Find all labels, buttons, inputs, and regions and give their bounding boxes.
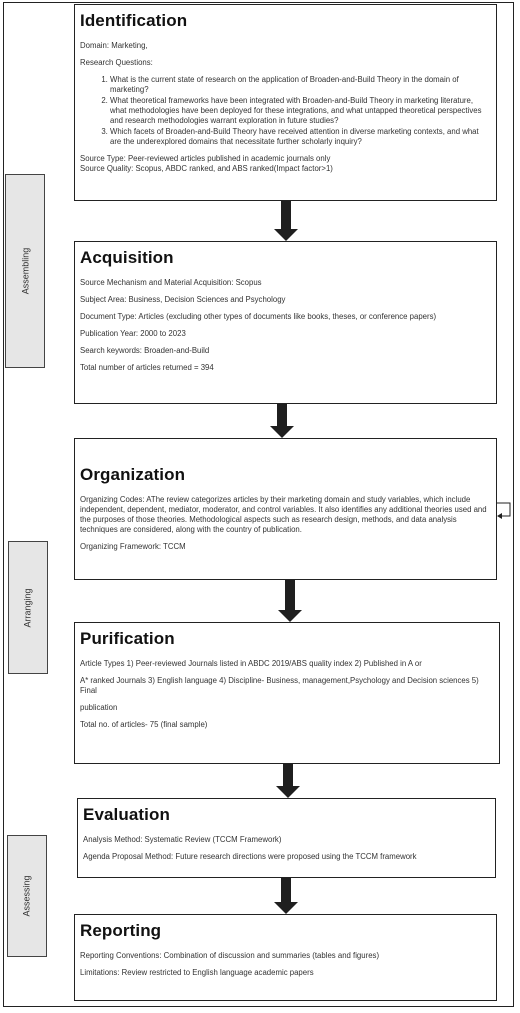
reporting-box <box>74 914 497 1001</box>
research-questions-list <box>80 75 491 147</box>
organization-codes: Organizing Codes: AThe review categorizes articles by their marketing domain and study variables, which include independent, dependent, mediator, moderator, and control variables. It also identifies any additional theories used and the purposes of those theories. Methodological aspects such as research design, methods, and data analysis techniques are considered, along with the country of publication. <box>80 495 487 534</box>
evaluation-title: Evaluation <box>83 805 170 824</box>
reporting-title: Reporting <box>80 921 162 940</box>
identification-source-type: Source Type: Peer-reviewed articles published in academic journals only <box>80 154 331 163</box>
organization-title: Organization <box>80 465 186 484</box>
acquisition-box <box>74 241 497 404</box>
acquisition-subject-area: Subject Area: Business, Decision Sciences and Psychology <box>80 295 286 304</box>
purification-title: Purification <box>80 629 175 648</box>
purification-line-2: A* ranked Journals 3) English language 4) Discipline- Business, management,Psychology and Decision sciences 5) Final <box>80 676 479 695</box>
stage-label-assembling-text: Assembling <box>20 247 30 295</box>
acquisition-title: Acquisition <box>80 248 174 267</box>
purification-line-3: publication <box>80 703 118 712</box>
purification-box <box>74 622 500 764</box>
evaluation-agenda: Agenda Proposal Method: Future research directions were proposed using the TCCM framework <box>83 852 417 861</box>
stage-label-arranging-text: Arranging <box>23 587 33 628</box>
acquisition-mechanism: Source Mechanism and Material Acquisition: Scopus <box>80 278 262 287</box>
reporting-limitations: Limitations: Review restricted to English language academic papers <box>80 968 314 977</box>
acquisition-keywords: Search keywords: Broaden-and-Build <box>80 346 210 355</box>
flow-arrow-2 <box>270 404 294 438</box>
research-question-3: 3. Which facets of Broaden-and-Build Theory have received attention in diverse marketing contexts, and what are the underexplored domains that necessitate further scholarly inquiry? <box>110 127 491 147</box>
flow-arrow-3 <box>278 580 302 622</box>
organization-framework: Organizing Framework: TCCM <box>80 542 186 551</box>
evaluation-box <box>77 798 496 878</box>
stage-label-assessing <box>7 835 47 957</box>
identification-domain: Domain: Marketing, <box>80 41 148 50</box>
stage-label-assessing-text: Assessing <box>22 875 32 917</box>
feedback-loop-arrow <box>496 500 514 520</box>
identification-rq-heading: Research Questions: <box>80 58 153 67</box>
purification-total: Total no. of articles- 75 (final sample) <box>80 720 208 729</box>
acquisition-document-type: Document Type: Articles (excluding other types of documents like books, theses, or conference papers) <box>80 312 437 321</box>
acquisition-publication-year: Publication Year: 2000 to 2023 <box>80 329 186 338</box>
stage-label-arranging <box>8 541 48 674</box>
flow-arrow-4 <box>276 764 300 798</box>
identification-title: Identification <box>80 11 188 30</box>
acquisition-total: Total number of articles returned = 394 <box>80 363 214 372</box>
research-question-1: 1. What is the current state of research on the application of Broaden-and-Build Theory in the domain of marketing? <box>110 75 491 95</box>
identification-box <box>74 4 497 201</box>
flow-arrow-1 <box>274 201 298 241</box>
stage-label-assembling <box>5 174 45 368</box>
flow-arrow-5 <box>274 878 298 914</box>
identification-source-quality: Source Quality: Scopus, ABDC ranked, and ABS ranked(Impact factor>1) <box>80 164 333 173</box>
research-question-2: 2. What theoretical frameworks have been integrated with Broaden-and-Build Theory in marketing literature, what methodologies have been deployed for these integrations, and what untapped theoretical perspectives and research methodologies warrant exploration in future studies? <box>110 96 491 126</box>
evaluation-analysis: Analysis Method: Systematic Review (TCCM Framework) <box>83 835 282 844</box>
organization-box <box>74 438 497 580</box>
reporting-conventions: Reporting Conventions: Combination of discussion and summaries (tables and figures) <box>80 951 380 960</box>
purification-line-1: Article Types 1) Peer-reviewed Journals listed in ABDC 2019/ABS quality index 2) Published in A or <box>80 659 422 668</box>
